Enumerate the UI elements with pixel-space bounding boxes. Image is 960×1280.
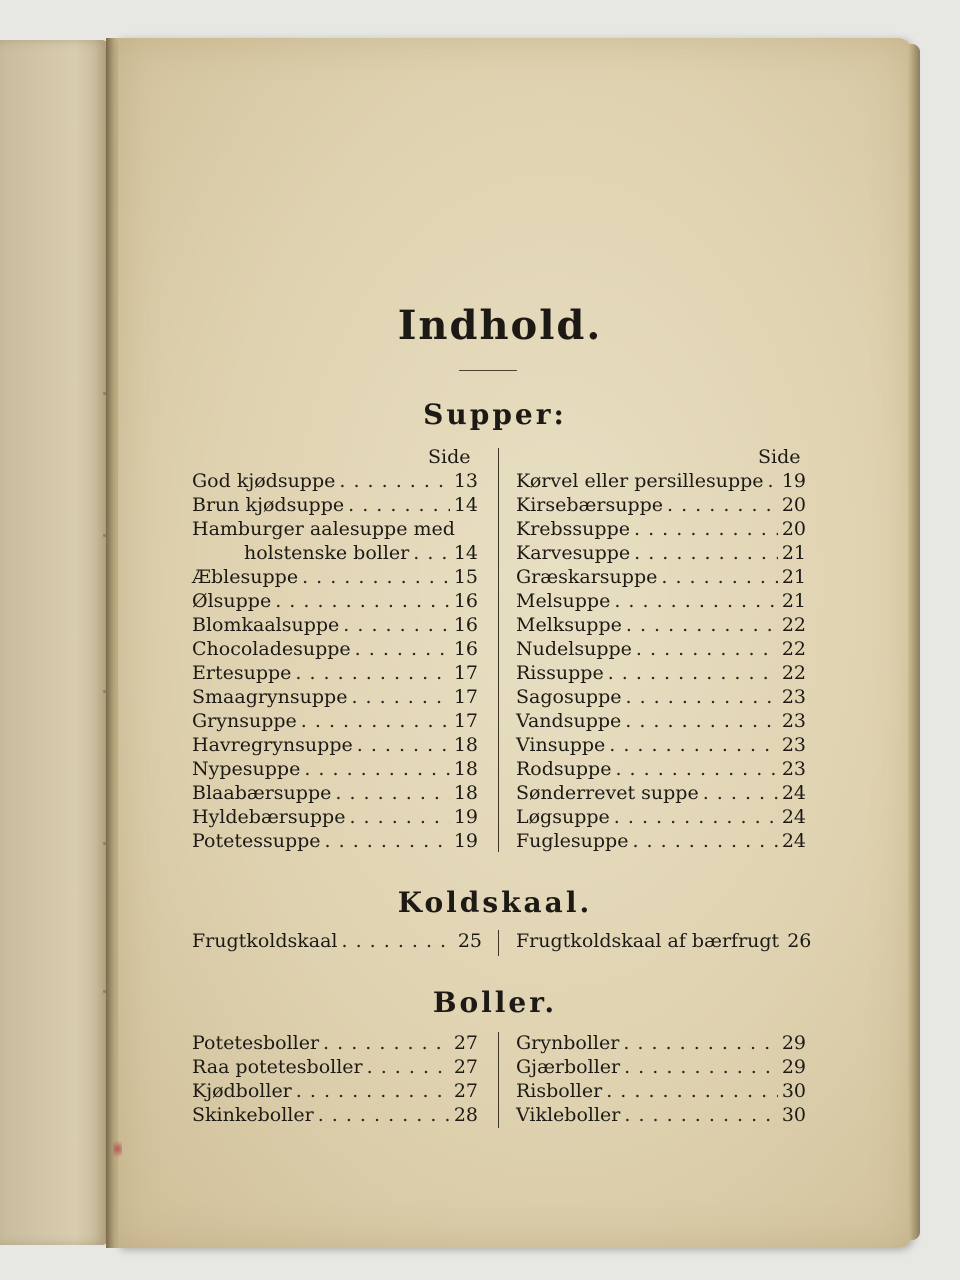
boller-right-list: [516, 1032, 806, 1128]
supper-left-list: [192, 470, 478, 854]
side-label-right: Side: [758, 446, 801, 468]
toc-entry: Smaagrynsuppe . . . 17: [192, 686, 478, 710]
toc-entry: Vinsuppe . . . 23: [516, 734, 806, 758]
toc-entry: Vandsuppe . . . 23: [516, 710, 806, 734]
toc-entry: Hyldebærsuppe . . . 19: [192, 806, 478, 830]
toc-entry: Sønderrevet suppe . . . 24: [516, 782, 806, 806]
toc-entry: Risboller . . . 30: [516, 1080, 806, 1104]
toc-entry: Chocoladesuppe . . . 16: [192, 638, 478, 662]
toc-entry: Melksuppe . . . 22: [516, 614, 806, 638]
page-edge: [908, 44, 920, 1240]
title-rule: [459, 370, 517, 371]
toc-entry: Gjærboller . . . 29: [516, 1056, 806, 1080]
toc-entry: Æblesuppe . . . 15: [192, 566, 478, 590]
toc-entry: Potetessuppe . . . 19: [192, 830, 478, 854]
boller-left-list: [192, 1032, 478, 1128]
toc-entry: Rodsuppe . . . 23: [516, 758, 806, 782]
toc-entry: Potetesboller . . . 27: [192, 1032, 478, 1056]
toc-entry: Vikleboller . . . 30: [516, 1104, 806, 1128]
toc-entry: Ølsuppe . . . 16: [192, 590, 478, 614]
page-title: Indhold.: [397, 302, 603, 349]
toc-entry: Hamburger aalesuppe med: [192, 518, 455, 540]
toc-entry: Krebssuppe . . . 20: [516, 518, 806, 542]
ink-smudge: [113, 1138, 122, 1160]
section-heading-boller: Boller.: [432, 986, 558, 1019]
toc-entry: Ertesuppe . . . 17: [192, 662, 478, 686]
toc-entry: Frugtkoldskaal . . . 25: [192, 930, 482, 956]
toc-entry: Løgsuppe . . . 24: [516, 806, 806, 830]
left-page: [0, 40, 108, 1245]
toc-entry: Karvesuppe . . . 21: [516, 542, 806, 566]
toc-entry: holstenske boller . . . 14: [192, 542, 478, 566]
toc-entry: Skinkeboller . . . 28: [192, 1104, 478, 1128]
toc-entry: Græskarsuppe . . . 21: [516, 566, 806, 590]
toc-entry: Frugtkoldskaal af bærfrugt 26: [516, 930, 812, 952]
toc-entry: Grynsuppe . . . 17: [192, 710, 478, 734]
toc-entry: Raa potetesboller . . . 27: [192, 1056, 478, 1080]
column-divider: [498, 1032, 499, 1128]
toc-entry: Blomkaalsuppe . . . 16: [192, 614, 478, 638]
toc-entry: Kørvel eller persillesuppe . . . 19: [516, 470, 806, 494]
toc-entry: Rissuppe . . . 22: [516, 662, 806, 686]
toc-entry: Brun kjødsuppe . . . 14: [192, 494, 478, 518]
column-divider: [498, 448, 499, 852]
toc-entry: Kjødboller . . . 27: [192, 1080, 478, 1104]
toc-entry: God kjødsuppe . . . 13: [192, 470, 478, 494]
toc-entry: Sagosuppe . . . 23: [516, 686, 806, 710]
toc-entry: Havregrynsuppe . . . 18: [192, 734, 478, 758]
toc-entry: Grynboller . . . 29: [516, 1032, 806, 1056]
toc-entry: Kirsebærsuppe . . . 20: [516, 494, 806, 518]
toc-entry: Melsuppe . . . 21: [516, 590, 806, 614]
toc-entry: Blaabærsuppe . . . 18: [192, 782, 478, 806]
section-heading-koldskaal: Koldskaal.: [397, 886, 593, 919]
toc-entry: Nypesuppe . . . 18: [192, 758, 478, 782]
side-label-left: Side: [428, 446, 471, 468]
supper-right-list: [516, 470, 806, 854]
toc-entry: Fuglesuppe . . . 24: [516, 830, 806, 854]
column-divider: [498, 930, 499, 956]
section-heading-supper: Supper:: [423, 398, 567, 431]
toc-entry: Nudelsuppe . . . 22: [516, 638, 806, 662]
